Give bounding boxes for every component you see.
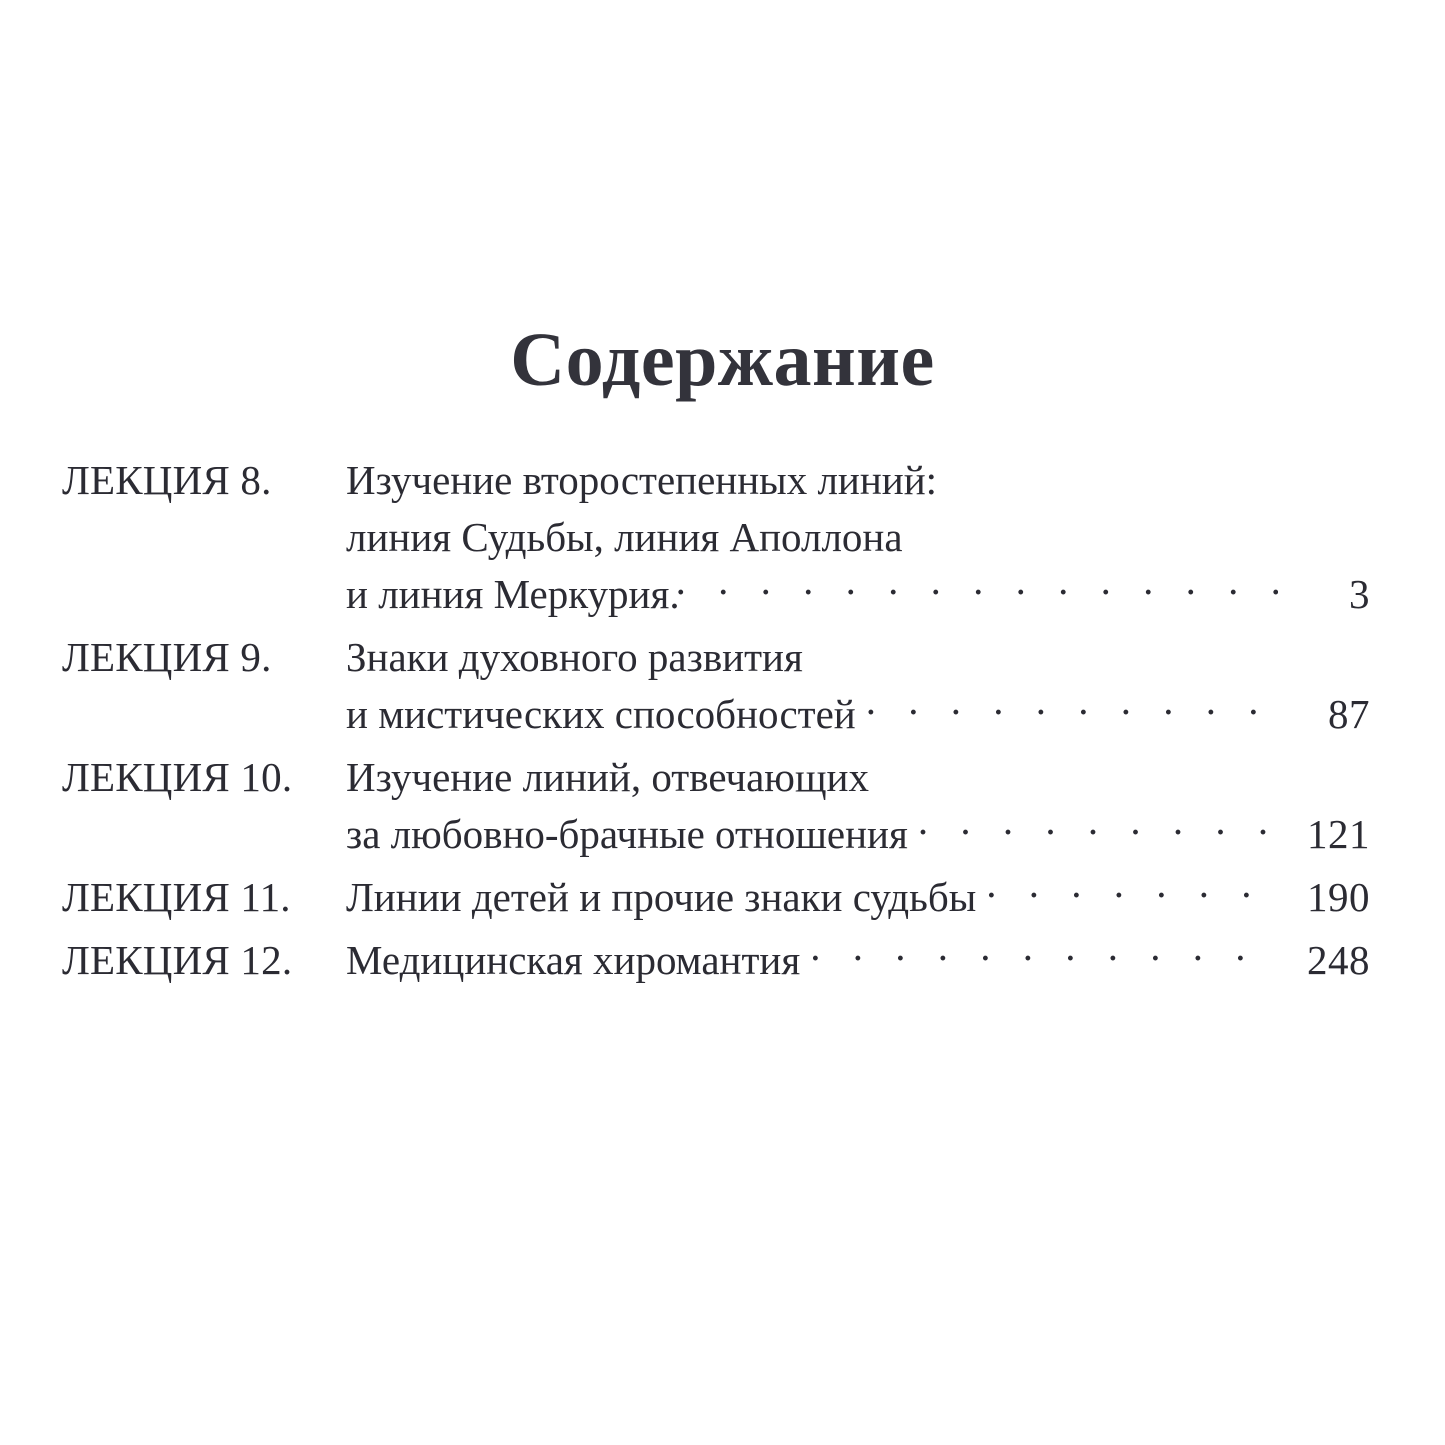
toc-entry-line bbox=[62, 806, 1370, 863]
toc-entry[interactable] bbox=[62, 629, 1370, 743]
toc-entry-text: за любовно-брачные отношения bbox=[346, 811, 908, 857]
table-of-contents-list bbox=[62, 452, 1370, 989]
toc-entry-line bbox=[62, 629, 1370, 686]
toc-entry[interactable] bbox=[62, 452, 1370, 623]
toc-entry-label: ЛЕКЦИЯ 10. bbox=[62, 754, 293, 800]
toc-entry-text: и линия Меркурия. bbox=[346, 571, 680, 617]
toc-entry-line bbox=[62, 452, 1370, 509]
toc-entry[interactable] bbox=[62, 869, 1370, 926]
toc-entry-text: Знаки духовного развития bbox=[346, 634, 803, 680]
toc-entry-label: ЛЕКЦИЯ 9. bbox=[62, 634, 272, 680]
toc-entry-label: ЛЕКЦИЯ 11. bbox=[62, 874, 291, 920]
toc-entry-line bbox=[62, 566, 1370, 623]
toc-entry-label: ЛЕКЦИЯ 8. bbox=[62, 457, 272, 503]
toc-entry-page-number: 248 bbox=[1307, 937, 1370, 983]
toc-entry-page-number: 190 bbox=[1307, 874, 1370, 920]
toc-entry[interactable] bbox=[62, 932, 1370, 989]
page-title: Содержание bbox=[510, 318, 935, 402]
toc-entry-text: Линии детей и прочие знаки судьбы bbox=[346, 874, 977, 920]
toc-entry-text: и мистических способностей bbox=[346, 691, 856, 737]
toc-entry-page-number: 121 bbox=[1307, 811, 1370, 857]
dot-leader bbox=[810, 933, 1278, 974]
toc-entry-line bbox=[62, 932, 1370, 989]
toc-entry-text: линия Судьбы, линия Аполлона bbox=[346, 514, 903, 560]
toc-entry-text: Изучение второстепенных линий: bbox=[346, 457, 938, 503]
toc-entry-text: Медицинская хиромантия bbox=[346, 937, 801, 983]
toc-entry[interactable] bbox=[62, 749, 1370, 863]
dot-leader bbox=[676, 567, 1278, 608]
toc-entry-line bbox=[62, 509, 1370, 566]
toc-entry-line bbox=[62, 869, 1370, 926]
toc-entry-line bbox=[62, 686, 1370, 743]
dot-leader bbox=[918, 807, 1278, 848]
toc-entry-line bbox=[62, 749, 1370, 806]
toc-entry-page-number: 3 bbox=[1349, 571, 1370, 617]
toc-entry-text: Изучение линий, отвечающих bbox=[346, 754, 869, 800]
dot-leader bbox=[866, 687, 1278, 728]
toc-entry-page-number: 87 bbox=[1328, 691, 1370, 737]
toc-entry-label: ЛЕКЦИЯ 12. bbox=[62, 937, 293, 983]
dot-leader bbox=[986, 870, 1278, 911]
